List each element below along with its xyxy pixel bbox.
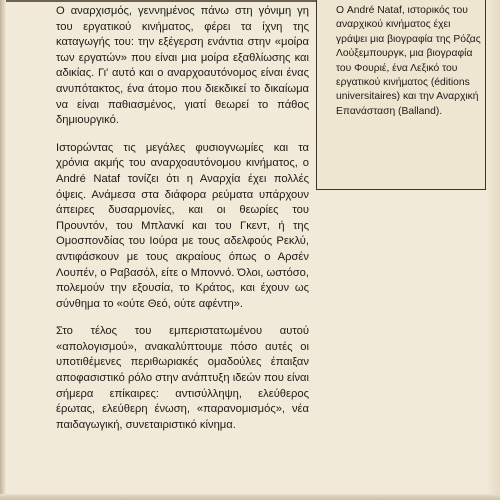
left-page-edge [0,0,6,500]
paragraph-gap [56,129,309,141]
bottom-page-edge [0,494,500,500]
paragraph-1: Ο αναρχισμός, γεννημένος πάνω στη γόνιμη γη του εργατικού κινήματος, φέρει τα ίχνη της καταγωγής του: την εξέγερση ενάντια στην «μοίρα των εργατών» που είναι μια μοίρα εξαθλίωσης και αδικίας. Γι' αυτό και ο αναρχοαυτόνομος είναι ένας ανυπότακτος, ένα άτομο που διεκδικεί το δικαίωμα να είναι παθιασμένος, γιατί θεωρεί το πάθος δημιουργικό. [56,5,309,127]
right-page-edge [486,0,500,500]
paragraph-gap [56,312,309,324]
main-text-column [56,4,309,433]
paragraph-2: Ιστορώντας τις μεγάλες φυσιογνωμίες και τα χρόνια ακμής του αναρχοαυτόνομου κινήματος, ο André Nataf τονίζει ότι η Αναρχία έχει πολλές όψεις. Ανάμεσα στα διάφορα ρεύματα υπάρχουν άπειρες δυσαρμονίες, και οι θεωρίες του Προυντόν, του Μπλανκί και του Γκεντ, ή της Ομοσπονδίας του Ιούρα με τους αδελφούς Ρεκλύ, αντιφάσκουν με τους ακραίους όπως ο Αρσέν Λουπέν, ο Ραβασόλ, είτε ο Μποννό. Όλοι, ωστόσο, πολεμούν την εξουσία, το Κράτος, και έχουν ως σύνθημα το «ούτε Θεό, ούτε αφέντη». [56,141,309,310]
author-info-text: Ο André Nataf, ιστορικός του αναρχικού κινήματος έχει γράψει μια βιογραφία της Ρόζας Λούξεμπουργκ, μια βιογραφία του Φουριέ, ένα Λεξικό του εργατικού κινήματος (éditions universitaires) και την Αναρχική Επανάσταση (Balland). [336,5,481,117]
paragraph-3: Στο τέλος του εμπεριστατωμένου αυτού «απολογισμού», ανακαλύπτουμε πόσο αυτές οι υποτιθέμενες περιθωριακές ομαδούλες έπαιξαν αποφασιστικό ρόλο στην ανάπτυξη ιδεών που είναι σήμερα επίκαιρες: αντισύλληψη, ελεύθερος έρωτας, ελεύθερη ένωση, «παρανομισμός», νέα παιδαγωγική, συνεταιριστικό κίνημα. [56,325,309,431]
right-blank-area [316,190,486,500]
